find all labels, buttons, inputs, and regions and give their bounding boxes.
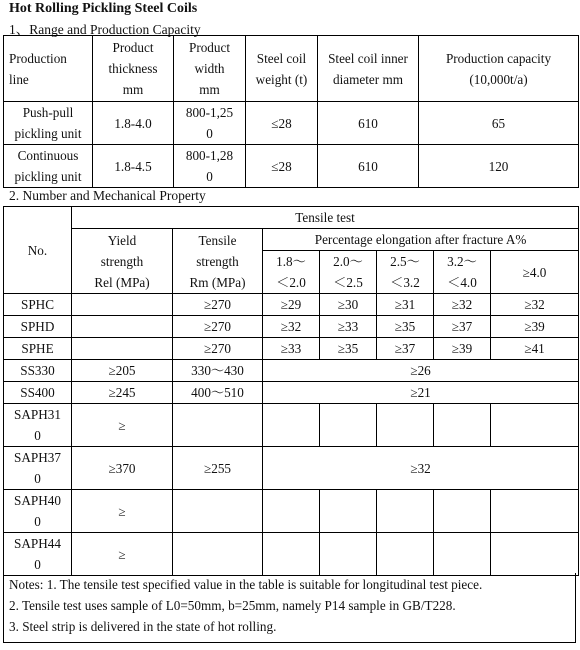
- elongation-cell: [263, 404, 320, 447]
- grade-cell: SS330: [4, 360, 72, 382]
- header-range-3: 2.5～ ＜3.2: [377, 251, 434, 294]
- grade-cell: SAPH40 0: [4, 490, 72, 533]
- elongation-cell: [263, 533, 320, 576]
- thickness-cell: 1.8-4.0: [93, 102, 174, 145]
- elongation-cell: ≥37: [434, 316, 491, 338]
- elongation-cell: [377, 404, 434, 447]
- table-row: [4, 338, 579, 360]
- tensile-cell: ≥255: [173, 447, 263, 490]
- yield-cell: [72, 294, 173, 316]
- table-row: [4, 294, 579, 316]
- table-row: [4, 316, 579, 338]
- table-row: [4, 404, 579, 447]
- elongation-cell: ≥33: [263, 338, 320, 360]
- yield-cell: [72, 338, 173, 360]
- tensile-cell: [173, 533, 263, 576]
- elongation-cell: ≥35: [320, 338, 377, 360]
- tensile-cell: [173, 490, 263, 533]
- note-line: Notes: 1. The tensile test specified value in the table is suitable for longitudinal test piece.: [9, 577, 483, 592]
- elongation-cell: ≥39: [491, 316, 579, 338]
- capacity-table: [3, 35, 579, 188]
- elongation-cell: [263, 490, 320, 533]
- header-range-4: 3.2～ ＜4.0: [434, 251, 491, 294]
- mechanical-property-table: [3, 206, 579, 576]
- grade-cell: SPHC: [4, 294, 72, 316]
- table-row: [4, 102, 579, 145]
- note-line: 2. Tensile test uses sample of L0=50mm, b=25mm, namely P14 sample in GB/T228.: [9, 598, 456, 613]
- elongation-cell: ≥32: [434, 294, 491, 316]
- tensile-cell: ≥270: [173, 338, 263, 360]
- elongation-cell: [434, 490, 491, 533]
- table-row: [4, 447, 579, 490]
- weight-cell: ≤28: [246, 102, 318, 145]
- elongation-cell: [491, 490, 579, 533]
- table-row: [4, 360, 579, 382]
- elongation-cell: ≥32: [263, 316, 320, 338]
- elongation-cell: [377, 490, 434, 533]
- header-no: No.: [4, 207, 72, 294]
- table-row: [4, 382, 579, 404]
- section-heading-capacity: 1、Range and Production Capacity: [9, 22, 201, 37]
- tensile-cell: 400～510: [173, 382, 263, 404]
- header-width: Product width mm: [174, 36, 246, 102]
- elongation-cell: ≥29: [263, 294, 320, 316]
- elongation-cell: ≥37: [377, 338, 434, 360]
- capacity-cell: 65: [419, 102, 579, 145]
- header-coil-weight: Steel coil weight (t): [246, 36, 318, 102]
- tensile-cell: ≥270: [173, 316, 263, 338]
- elongation-cell: [320, 533, 377, 576]
- yield-cell: ≥: [72, 533, 173, 576]
- section-heading-mechanical: 2. Number and Mechanical Property: [9, 188, 206, 203]
- elongation-cell: [320, 404, 377, 447]
- notes-box: [3, 573, 576, 643]
- elongation-cell: ≥39: [434, 338, 491, 360]
- header-tensile-strength: Tensile strength Rm (MPa): [173, 229, 263, 294]
- table-row: [4, 490, 579, 533]
- diameter-cell: 610: [318, 102, 419, 145]
- elongation-cell: [320, 490, 377, 533]
- elongation-cell: [434, 533, 491, 576]
- elongation-cell: ≥21: [263, 382, 579, 404]
- grade-cell: SPHD: [4, 316, 72, 338]
- header-range-1: 1.8～ ＜2.0: [263, 251, 320, 294]
- yield-cell: ≥: [72, 404, 173, 447]
- elongation-cell: ≥33: [320, 316, 377, 338]
- elongation-cell: ≥30: [320, 294, 377, 316]
- elongation-cell: ≥26: [263, 360, 579, 382]
- document-title: Hot Rolling Pickling Steel Coils: [9, 1, 198, 16]
- note-line: 3. Steel strip is delivered in the state of hot rolling.: [9, 619, 277, 634]
- elongation-cell: ≥41: [491, 338, 579, 360]
- grade-cell: SS400: [4, 382, 72, 404]
- tensile-cell: 330～430: [173, 360, 263, 382]
- table-row: [4, 533, 579, 576]
- header-tensile-test: Tensile test: [72, 207, 579, 229]
- tensile-cell: ≥270: [173, 294, 263, 316]
- line-cell: Push-pull pickling unit: [4, 102, 93, 145]
- elongation-cell: [434, 404, 491, 447]
- grade-cell: SAPH31 0: [4, 404, 72, 447]
- elongation-cell: ≥32: [491, 294, 579, 316]
- elongation-cell: [377, 533, 434, 576]
- header-range-5: ≥4.0: [491, 251, 579, 294]
- elongation-cell: [491, 404, 579, 447]
- weight-cell: ≤28: [246, 145, 318, 188]
- line-cell: Continuous pickling unit: [4, 145, 93, 188]
- elongation-cell: ≥32: [263, 447, 579, 490]
- grade-cell: SAPH37 0: [4, 447, 72, 490]
- width-cell: 800-1,28 0: [174, 145, 246, 188]
- header-elongation: Percentage elongation after fracture A%: [263, 229, 579, 251]
- header-coil-diameter: Steel coil inner diameter mm: [318, 36, 419, 102]
- yield-cell: ≥205: [72, 360, 173, 382]
- table-row: [4, 145, 579, 188]
- yield-cell: ≥245: [72, 382, 173, 404]
- elongation-cell: ≥31: [377, 294, 434, 316]
- capacity-cell: 120: [419, 145, 579, 188]
- yield-cell: ≥: [72, 490, 173, 533]
- header-range-2: 2.0～ ＜2.5: [320, 251, 377, 294]
- header-capacity: Production capacity (10,000t/a): [419, 36, 579, 102]
- width-cell: 800-1,25 0: [174, 102, 246, 145]
- elongation-cell: [491, 533, 579, 576]
- elongation-cell: ≥35: [377, 316, 434, 338]
- thickness-cell: 1.8-4.5: [93, 145, 174, 188]
- tensile-cell: [173, 404, 263, 447]
- yield-cell: ≥370: [72, 447, 173, 490]
- yield-cell: [72, 316, 173, 338]
- grade-cell: SAPH44 0: [4, 533, 72, 576]
- grade-cell: SPHE: [4, 338, 72, 360]
- header-production-line: Production line: [4, 36, 93, 102]
- header-yield-strength: Yield strength Rel (MPa): [72, 229, 173, 294]
- header-thickness: Product thickness mm: [93, 36, 174, 102]
- diameter-cell: 610: [318, 145, 419, 188]
